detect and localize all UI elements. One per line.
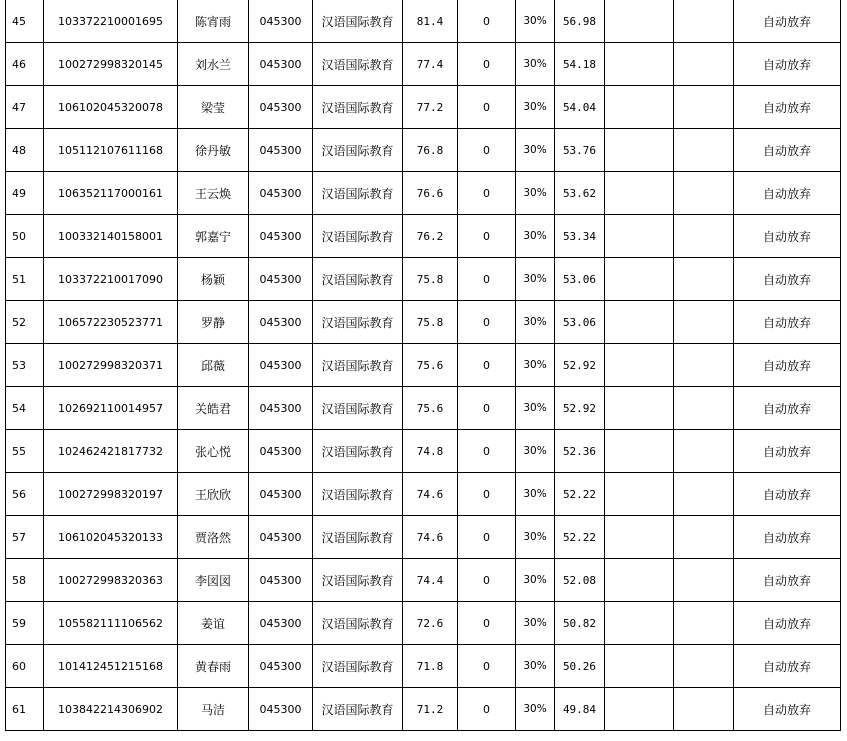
extra-score-cell: 0 [458,344,516,387]
score-cell: 74.4 [403,559,458,602]
score-cell: 76.2 [403,215,458,258]
major-code-cell: 045300 [249,645,313,688]
row-number-cell: 45 [6,0,44,43]
candidate-name-cell: 贾洛然 [178,516,249,559]
row-number-cell: 60 [6,645,44,688]
table-row [6,645,841,688]
empty-cell [605,473,674,516]
extra-score-cell: 0 [458,602,516,645]
status-cell: 自动放弃 [734,430,841,473]
row-number-cell: 48 [6,129,44,172]
candidate-id-cell: 106572230523771 [44,301,178,344]
status-cell: 自动放弃 [734,473,841,516]
score-cell: 75.6 [403,344,458,387]
weight-cell: 30% [516,516,555,559]
candidate-name-cell: 黄春雨 [178,645,249,688]
extra-score-cell: 0 [458,258,516,301]
major-code-cell: 045300 [249,430,313,473]
total-score-cell: 54.04 [555,86,605,129]
empty-cell [674,559,734,602]
weight-cell: 30% [516,43,555,86]
major-code-cell: 045300 [249,43,313,86]
weight-cell: 30% [516,559,555,602]
empty-cell [605,344,674,387]
total-score-cell: 53.62 [555,172,605,215]
candidate-id-cell: 106102045320133 [44,516,178,559]
major-code-cell: 045300 [249,215,313,258]
weight-cell: 30% [516,0,555,43]
empty-cell [674,430,734,473]
empty-cell [605,559,674,602]
weight-cell: 30% [516,645,555,688]
empty-cell [605,86,674,129]
extra-score-cell: 0 [458,129,516,172]
candidate-id-cell: 105112107611168 [44,129,178,172]
total-score-cell: 52.08 [555,559,605,602]
score-cell: 75.6 [403,387,458,430]
table-row [6,688,841,731]
candidate-name-cell: 邱薇 [178,344,249,387]
extra-score-cell: 0 [458,430,516,473]
row-number-cell: 49 [6,172,44,215]
extra-score-cell: 0 [458,688,516,731]
table-row [6,86,841,129]
major-code-cell: 045300 [249,86,313,129]
score-cell: 77.2 [403,86,458,129]
major-name-cell: 汉语国际教育 [313,129,403,172]
total-score-cell: 50.26 [555,645,605,688]
weight-cell: 30% [516,86,555,129]
row-number-cell: 54 [6,387,44,430]
table-row [6,215,841,258]
empty-cell [605,516,674,559]
empty-cell [605,0,674,43]
results-table [5,0,841,731]
row-number-cell: 52 [6,301,44,344]
empty-cell [674,172,734,215]
weight-cell: 30% [516,473,555,516]
major-code-cell: 045300 [249,688,313,731]
empty-cell [674,301,734,344]
total-score-cell: 52.92 [555,344,605,387]
weight-cell: 30% [516,344,555,387]
score-cell: 71.2 [403,688,458,731]
empty-cell [674,688,734,731]
total-score-cell: 50.82 [555,602,605,645]
extra-score-cell: 0 [458,516,516,559]
total-score-cell: 53.06 [555,258,605,301]
candidate-id-cell: 100272998320145 [44,43,178,86]
table-body [6,0,841,731]
row-number-cell: 61 [6,688,44,731]
empty-cell [674,129,734,172]
weight-cell: 30% [516,129,555,172]
major-code-cell: 045300 [249,301,313,344]
weight-cell: 30% [516,688,555,731]
major-name-cell: 汉语国际教育 [313,215,403,258]
major-code-cell: 045300 [249,602,313,645]
empty-cell [605,602,674,645]
major-code-cell: 045300 [249,0,313,43]
candidate-id-cell: 103372210001695 [44,0,178,43]
total-score-cell: 56.98 [555,0,605,43]
major-name-cell: 汉语国际教育 [313,43,403,86]
major-name-cell: 汉语国际教育 [313,559,403,602]
major-name-cell: 汉语国际教育 [313,645,403,688]
candidate-name-cell: 刘水兰 [178,43,249,86]
major-name-cell: 汉语国际教育 [313,258,403,301]
candidate-name-cell: 张心悦 [178,430,249,473]
status-cell: 自动放弃 [734,301,841,344]
candidate-name-cell: 王欣欣 [178,473,249,516]
empty-cell [674,387,734,430]
table-row [6,387,841,430]
row-number-cell: 55 [6,430,44,473]
score-cell: 76.6 [403,172,458,215]
table-row [6,0,841,43]
major-code-cell: 045300 [249,344,313,387]
row-number-cell: 47 [6,86,44,129]
total-score-cell: 53.34 [555,215,605,258]
candidate-id-cell: 102462421817732 [44,430,178,473]
major-name-cell: 汉语国际教育 [313,688,403,731]
extra-score-cell: 0 [458,0,516,43]
candidate-id-cell: 100332140158001 [44,215,178,258]
candidate-name-cell: 杨颖 [178,258,249,301]
row-number-cell: 50 [6,215,44,258]
weight-cell: 30% [516,172,555,215]
total-score-cell: 52.22 [555,473,605,516]
candidate-id-cell: 103372210017090 [44,258,178,301]
empty-cell [674,0,734,43]
status-cell: 自动放弃 [734,0,841,43]
candidate-name-cell: 郭嘉宁 [178,215,249,258]
row-number-cell: 46 [6,43,44,86]
empty-cell [674,215,734,258]
score-cell: 77.4 [403,43,458,86]
major-code-cell: 045300 [249,516,313,559]
table-row [6,172,841,215]
candidate-id-cell: 102692110014957 [44,387,178,430]
empty-cell [605,215,674,258]
extra-score-cell: 0 [458,387,516,430]
major-name-cell: 汉语国际教育 [313,387,403,430]
empty-cell [674,43,734,86]
candidate-id-cell: 100272998320363 [44,559,178,602]
empty-cell [674,602,734,645]
major-code-cell: 045300 [249,172,313,215]
empty-cell [605,258,674,301]
total-score-cell: 52.22 [555,516,605,559]
candidate-name-cell: 徐丹敏 [178,129,249,172]
candidate-name-cell: 梁莹 [178,86,249,129]
total-score-cell: 54.18 [555,43,605,86]
weight-cell: 30% [516,258,555,301]
weight-cell: 30% [516,215,555,258]
total-score-cell: 52.92 [555,387,605,430]
major-code-cell: 045300 [249,258,313,301]
row-number-cell: 58 [6,559,44,602]
major-name-cell: 汉语国际教育 [313,172,403,215]
table-row [6,129,841,172]
total-score-cell: 52.36 [555,430,605,473]
table-row [6,344,841,387]
weight-cell: 30% [516,387,555,430]
table-row [6,602,841,645]
table-row [6,258,841,301]
status-cell: 自动放弃 [734,387,841,430]
status-cell: 自动放弃 [734,559,841,602]
empty-cell [605,129,674,172]
candidate-name-cell: 陈宵雨 [178,0,249,43]
candidate-id-cell: 106102045320078 [44,86,178,129]
total-score-cell: 49.84 [555,688,605,731]
candidate-id-cell: 100272998320371 [44,344,178,387]
score-cell: 75.8 [403,258,458,301]
extra-score-cell: 0 [458,473,516,516]
empty-cell [674,473,734,516]
candidate-name-cell: 李図図 [178,559,249,602]
score-cell: 81.4 [403,0,458,43]
score-cell: 74.8 [403,430,458,473]
empty-cell [605,387,674,430]
table-row [6,301,841,344]
score-cell: 74.6 [403,473,458,516]
status-cell: 自动放弃 [734,645,841,688]
row-number-cell: 56 [6,473,44,516]
status-cell: 自动放弃 [734,86,841,129]
candidate-name-cell: 关皓君 [178,387,249,430]
weight-cell: 30% [516,430,555,473]
empty-cell [605,430,674,473]
empty-cell [605,645,674,688]
row-number-cell: 57 [6,516,44,559]
table-row [6,516,841,559]
table-row [6,559,841,602]
major-name-cell: 汉语国际教育 [313,301,403,344]
table-row [6,430,841,473]
candidate-name-cell: 马洁 [178,688,249,731]
status-cell: 自动放弃 [734,516,841,559]
status-cell: 自动放弃 [734,172,841,215]
total-score-cell: 53.76 [555,129,605,172]
extra-score-cell: 0 [458,172,516,215]
row-number-cell: 51 [6,258,44,301]
empty-cell [674,645,734,688]
major-name-cell: 汉语国际教育 [313,0,403,43]
candidate-name-cell: 王云焕 [178,172,249,215]
major-name-cell: 汉语国际教育 [313,430,403,473]
score-cell: 71.8 [403,645,458,688]
status-cell: 自动放弃 [734,215,841,258]
score-cell: 76.8 [403,129,458,172]
major-code-cell: 045300 [249,387,313,430]
score-cell: 74.6 [403,516,458,559]
empty-cell [674,344,734,387]
row-number-cell: 53 [6,344,44,387]
extra-score-cell: 0 [458,645,516,688]
score-cell: 72.6 [403,602,458,645]
status-cell: 自动放弃 [734,344,841,387]
empty-cell [605,43,674,86]
extra-score-cell: 0 [458,43,516,86]
candidate-id-cell: 101412451215168 [44,645,178,688]
candidate-name-cell: 姜谊 [178,602,249,645]
empty-cell [674,516,734,559]
extra-score-cell: 0 [458,301,516,344]
major-name-cell: 汉语国际教育 [313,86,403,129]
status-cell: 自动放弃 [734,129,841,172]
major-name-cell: 汉语国际教育 [313,602,403,645]
candidate-id-cell: 103842214306902 [44,688,178,731]
extra-score-cell: 0 [458,215,516,258]
major-name-cell: 汉语国际教育 [313,473,403,516]
major-code-cell: 045300 [249,129,313,172]
candidate-id-cell: 105582111106562 [44,602,178,645]
total-score-cell: 53.06 [555,301,605,344]
empty-cell [674,258,734,301]
empty-cell [605,172,674,215]
status-cell: 自动放弃 [734,688,841,731]
table-row [6,43,841,86]
major-code-cell: 045300 [249,559,313,602]
empty-cell [674,86,734,129]
major-name-cell: 汉语国际教育 [313,344,403,387]
status-cell: 自动放弃 [734,258,841,301]
empty-cell [605,301,674,344]
empty-cell [605,688,674,731]
row-number-cell: 59 [6,602,44,645]
candidate-id-cell: 106352117000161 [44,172,178,215]
weight-cell: 30% [516,602,555,645]
major-code-cell: 045300 [249,473,313,516]
extra-score-cell: 0 [458,86,516,129]
extra-score-cell: 0 [458,559,516,602]
score-cell: 75.8 [403,301,458,344]
status-cell: 自动放弃 [734,43,841,86]
candidate-name-cell: 罗静 [178,301,249,344]
major-name-cell: 汉语国际教育 [313,516,403,559]
weight-cell: 30% [516,301,555,344]
candidate-id-cell: 100272998320197 [44,473,178,516]
table-row [6,473,841,516]
status-cell: 自动放弃 [734,602,841,645]
